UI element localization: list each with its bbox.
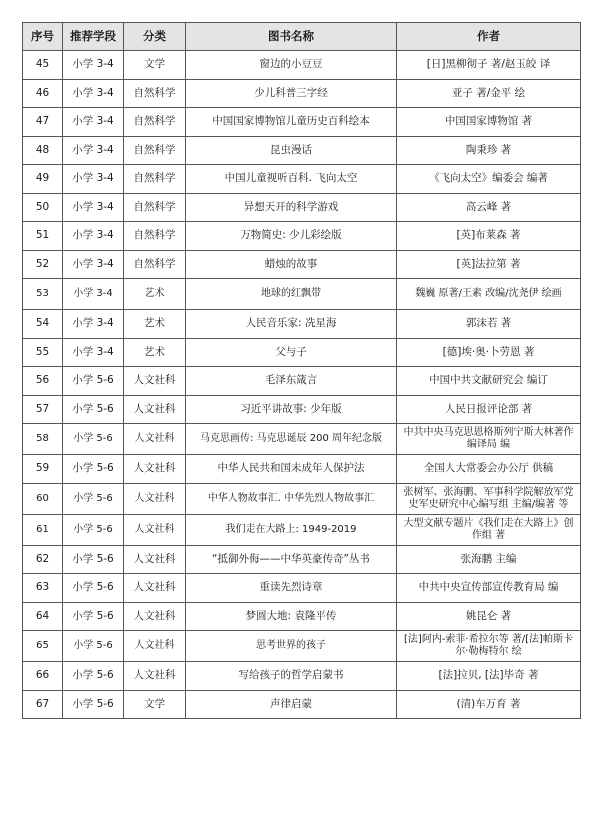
cell-category: 自然科学 <box>124 108 186 137</box>
cell-category: 文学 <box>124 690 186 719</box>
cell-title: 重读先烈诗章 <box>186 574 397 603</box>
cell-grade: 小学 3-4 <box>63 165 124 194</box>
cell-title: 窗边的小豆豆 <box>186 51 397 80</box>
cell-title: 我们走在大路上: 1949-2019 <box>186 514 397 545</box>
cell-author: 姚昆仑 著 <box>397 602 581 631</box>
cell-index: 49 <box>23 165 63 194</box>
cell-category: 艺术 <box>124 338 186 367</box>
cell-author: 亚子 著/金平 绘 <box>397 79 581 108</box>
cell-index: 52 <box>23 250 63 279</box>
table-row <box>23 483 581 514</box>
cell-index: 57 <box>23 395 63 424</box>
table-row <box>23 631 581 662</box>
cell-title: 人民音乐家: 冼星海 <box>186 310 397 339</box>
cell-index: 66 <box>23 662 63 691</box>
cell-title: 声律启蒙 <box>186 690 397 719</box>
table-row <box>23 250 581 279</box>
cell-author: 张海鹏 主编 <box>397 545 581 574</box>
header-category: 分类 <box>124 23 186 51</box>
cell-title: 写给孩子的哲学启蒙书 <box>186 662 397 691</box>
cell-index: 48 <box>23 136 63 165</box>
cell-index: 67 <box>23 690 63 719</box>
book-list-sheet <box>22 22 580 719</box>
cell-index: 47 <box>23 108 63 137</box>
cell-category: 人文社科 <box>124 662 186 691</box>
cell-author: [法]拉贝, [法]毕奇 著 <box>397 662 581 691</box>
cell-index: 45 <box>23 51 63 80</box>
cell-author: 中国中共文献研究会 编订 <box>397 367 581 396</box>
cell-author: 全国人大常委会办公厅 供稿 <box>397 455 581 484</box>
cell-category: 人文社科 <box>124 574 186 603</box>
cell-index: 59 <box>23 455 63 484</box>
table-row <box>23 136 581 165</box>
table-row <box>23 367 581 396</box>
table-row <box>23 108 581 137</box>
cell-title: 中国国家博物馆儿童历史百科绘本 <box>186 108 397 137</box>
cell-author: 《飞向太空》编委会 编著 <box>397 165 581 194</box>
table-body <box>23 51 581 719</box>
book-table <box>22 22 581 719</box>
cell-index: 46 <box>23 79 63 108</box>
header-row <box>23 23 581 51</box>
cell-author: [英]布莱森 著 <box>397 222 581 251</box>
table-row <box>23 395 581 424</box>
cell-category: 自然科学 <box>124 136 186 165</box>
cell-category: 自然科学 <box>124 165 186 194</box>
cell-title: 中国儿童视听百科. 飞向太空 <box>186 165 397 194</box>
table-row <box>23 574 581 603</box>
cell-category: 艺术 <box>124 279 186 310</box>
cell-index: 65 <box>23 631 63 662</box>
cell-category: 人文社科 <box>124 631 186 662</box>
cell-title: 昆虫漫话 <box>186 136 397 165</box>
cell-title: 万物简史: 少儿彩绘版 <box>186 222 397 251</box>
table-row <box>23 662 581 691</box>
cell-grade: 小学 3-4 <box>63 250 124 279</box>
cell-grade: 小学 5-6 <box>63 602 124 631</box>
cell-author: 大型文献专题片《我们走在大路上》创作组 著 <box>397 514 581 545</box>
cell-category: 人文社科 <box>124 424 186 455</box>
table-row <box>23 79 581 108</box>
table-row <box>23 279 581 310</box>
table-row <box>23 165 581 194</box>
cell-title: 思考世界的孩子 <box>186 631 397 662</box>
cell-index: 64 <box>23 602 63 631</box>
cell-grade: 小学 5-6 <box>63 631 124 662</box>
cell-category: 人文社科 <box>124 483 186 514</box>
cell-index: 51 <box>23 222 63 251</box>
cell-author: [德]埃·奥·卜劳恩 著 <box>397 338 581 367</box>
cell-grade: 小学 3-4 <box>63 222 124 251</box>
table-row <box>23 193 581 222</box>
cell-index: 58 <box>23 424 63 455</box>
cell-author: 高云峰 著 <box>397 193 581 222</box>
cell-category: 人文社科 <box>124 545 186 574</box>
cell-index: 61 <box>23 514 63 545</box>
table-row <box>23 424 581 455</box>
cell-author: 郭沫若 著 <box>397 310 581 339</box>
cell-title: 马克思画传: 马克思诞辰 200 周年纪念版 <box>186 424 397 455</box>
cell-author: 人民日报评论部 著 <box>397 395 581 424</box>
cell-author: [日]黑柳彻子 著/赵玉皎 译 <box>397 51 581 80</box>
table-row <box>23 545 581 574</box>
cell-index: 60 <box>23 483 63 514</box>
cell-author: 中国国家博物馆 著 <box>397 108 581 137</box>
table-row <box>23 222 581 251</box>
cell-category: 艺术 <box>124 310 186 339</box>
cell-title: 中华人民共和国未成年人保护法 <box>186 455 397 484</box>
table-row <box>23 602 581 631</box>
cell-author: 中共中央宣传部宣传教育局 编 <box>397 574 581 603</box>
cell-category: 人文社科 <box>124 602 186 631</box>
cell-grade: 小学 3-4 <box>63 338 124 367</box>
cell-index: 62 <box>23 545 63 574</box>
cell-grade: 小学 3-4 <box>63 79 124 108</box>
cell-grade: 小学 5-6 <box>63 574 124 603</box>
cell-title: 习近平讲故事: 少年版 <box>186 395 397 424</box>
header-title: 图书名称 <box>186 23 397 51</box>
cell-category: 自然科学 <box>124 250 186 279</box>
header-author: 作者 <box>397 23 581 51</box>
cell-category: 人文社科 <box>124 455 186 484</box>
cell-title: “抵御外侮——中华英豪传奇”丛书 <box>186 545 397 574</box>
cell-category: 人文社科 <box>124 514 186 545</box>
cell-grade: 小学 5-6 <box>63 514 124 545</box>
cell-title: 梦圆大地: 袁隆平传 <box>186 602 397 631</box>
table-row <box>23 455 581 484</box>
table-row <box>23 338 581 367</box>
cell-author: [英]法拉第 著 <box>397 250 581 279</box>
cell-grade: 小学 3-4 <box>63 279 124 310</box>
cell-grade: 小学 3-4 <box>63 51 124 80</box>
cell-category: 自然科学 <box>124 79 186 108</box>
cell-index: 54 <box>23 310 63 339</box>
cell-category: 自然科学 <box>124 222 186 251</box>
cell-title: 父与子 <box>186 338 397 367</box>
header-index: 序号 <box>23 23 63 51</box>
cell-index: 63 <box>23 574 63 603</box>
cell-title: 蜡烛的故事 <box>186 250 397 279</box>
cell-category: 文学 <box>124 51 186 80</box>
cell-author: 中共中央马克思恩格斯列宁斯大林著作编译局 编 <box>397 424 581 455</box>
cell-grade: 小学 5-6 <box>63 395 124 424</box>
cell-author: (清)车万育 著 <box>397 690 581 719</box>
cell-title: 少儿科普三字经 <box>186 79 397 108</box>
cell-grade: 小学 5-6 <box>63 367 124 396</box>
cell-category: 人文社科 <box>124 395 186 424</box>
cell-grade: 小学 5-6 <box>63 690 124 719</box>
cell-grade: 小学 5-6 <box>63 545 124 574</box>
table-row <box>23 310 581 339</box>
cell-title: 中华人物故事汇. 中华先烈人物故事汇 <box>186 483 397 514</box>
cell-index: 50 <box>23 193 63 222</box>
cell-category: 人文社科 <box>124 367 186 396</box>
cell-grade: 小学 3-4 <box>63 136 124 165</box>
cell-grade: 小学 3-4 <box>63 310 124 339</box>
cell-title: 地球的红飘带 <box>186 279 397 310</box>
cell-title: 毛泽东箴言 <box>186 367 397 396</box>
cell-grade: 小学 5-6 <box>63 662 124 691</box>
cell-grade: 小学 3-4 <box>63 108 124 137</box>
cell-author: 魏巍 原著/王素 改编/沈尧伊 绘画 <box>397 279 581 310</box>
cell-grade: 小学 5-6 <box>63 424 124 455</box>
cell-grade: 小学 5-6 <box>63 483 124 514</box>
cell-title: 异想天开的科学游戏 <box>186 193 397 222</box>
cell-index: 53 <box>23 279 63 310</box>
table-row <box>23 51 581 80</box>
table-row <box>23 514 581 545</box>
cell-author: [法]阿内-索菲·希拉尔等 著/[法]帕斯卡尔·勒梅特尔 绘 <box>397 631 581 662</box>
cell-grade: 小学 5-6 <box>63 455 124 484</box>
cell-category: 自然科学 <box>124 193 186 222</box>
cell-index: 56 <box>23 367 63 396</box>
cell-grade: 小学 3-4 <box>63 193 124 222</box>
table-row <box>23 690 581 719</box>
cell-author: 陶秉珍 著 <box>397 136 581 165</box>
cell-author: 张树军、张海鹏、军事科学院解放军党史军史研究中心编写组 主编/编著 等 <box>397 483 581 514</box>
header-grade: 推荐学段 <box>63 23 124 51</box>
cell-index: 55 <box>23 338 63 367</box>
